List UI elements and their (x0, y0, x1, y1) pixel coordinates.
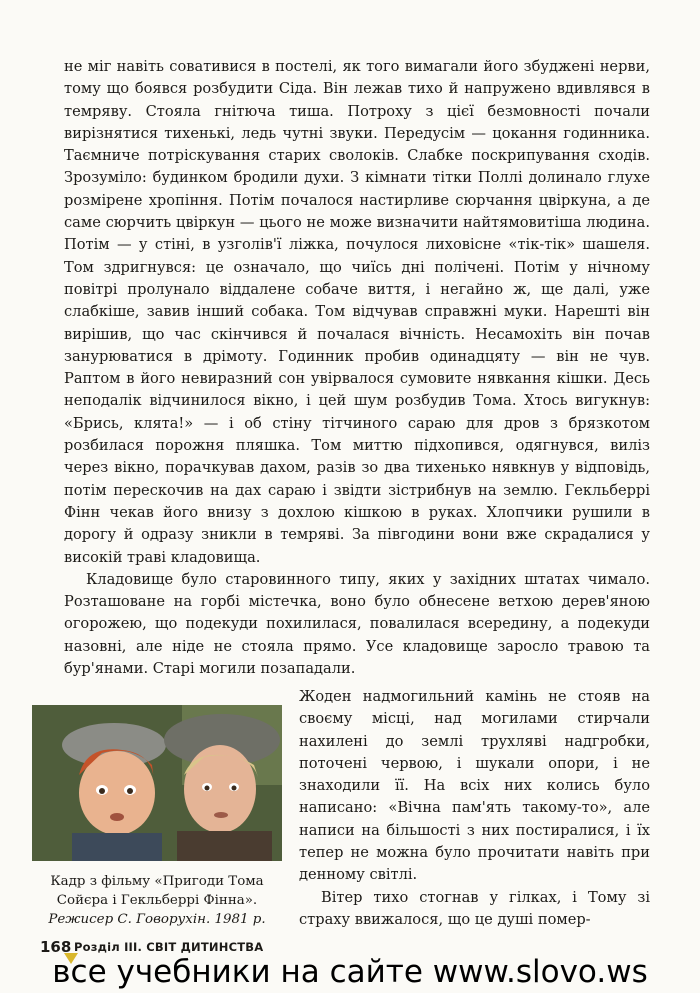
caption-credit: Режисер С. Говорухін. 1981 р. (48, 912, 266, 927)
section-title: Розділ III. СВІТ ДИТИНСТВА (74, 940, 264, 954)
photo-caption (32, 872, 282, 929)
page-number: 168 (40, 938, 72, 956)
lower-text-column (299, 686, 650, 931)
watermark-banner: все учебники на сайте www.slovo.ws (52, 954, 648, 990)
caption-text: Кадр з фільму «Пригоди Тома Сойєра і Гекльберрі Фінна». (50, 874, 264, 908)
main-text-column (64, 56, 650, 680)
film-still-photo (32, 705, 282, 861)
film-still-illustration (32, 705, 282, 861)
paragraph-3: Жоден надмогильний камінь не стояв на своєму місці, над могилами стирчали нахилені до землі трухляві надгробки, поточені червою, і шукали опори, і не знаходили її. На всіх них колись було написано: «Вічна пам'ять такому-то», але написи на більшості з них постиралися, і їх тепер не можна було прочитати навіть при денному світлі. (299, 688, 650, 884)
paragraph-4: Вітер тихо стогнав у гілках, і Тому зі страху ввижалося, що це душі помер- (299, 888, 650, 928)
paragraph-1: не міг навіть совативися в постелі, як того вимагали його збуджені нерви, тому що боявся розбудити Сіда. Він лежав тихо й напружено вдивлявся в темряву. Стояла гнітюча тиша. Потроху з цієї безмовності почали вирізнятися тихенькі, ледь чутні звуки. Передусім — цокання годинника. Таємниче потріскування старих сволоків. Слабке поскрипування сходів. Зрозуміло: будинком бродили духи. З кімнати тітки Поллі долинало глухе розмірене хропіння. Потім почалося настирливе сюрчання цвіркуна, а де саме сюрчить цвіркун — цього не може визначити найтямовитіша людина. Потім — у стіні, в узголів'ї ліжка, почулося лиховісне «тік-тік» шашеля. Том здригнувся: це означало, що чиїсь дні полічені. Потім у нічному повітрі пролунало віддалене собаче виття, і негайно ж, ще далі, уже слабкіше, завив інший собака. Том відчував справжні муки. Нарешті він вирішив, що час скінчився й почалася вічність. Несамохіть він почав занурюватися в дрімоту. Годинник пробив одинадцяту — він не чув. Раптом в його невиразний сон увірвалося сумовите нявкання кішки. Десь неподалік відчинилося вікно, і цей шум розбудив Тома. Хтось вигукнув: «Брись, клята!» — і об стіну тітчиного сараю для дров з брязкотом розбилася порожня пляшка. Том миттю підхопився, одягнувся, виліз через вікно, порачкував дахом, разів зо два тихенько нявкнув у відповідь, потім перескочив на дах сараю і звідти зістрибнув на землю. Гекльберрі Фінн чекав його внизу з дохлою кішкою в руках. Хлопчики рушили в дорогу й одразу зникли в темряві. За півгодини вони вже скрадалися у високій траві кладовища. (64, 58, 650, 566)
paragraph-2: Кладовище було старовинного типу, яких у західних штатах чимало. Розташоване на горбі містечка, воно було обнесене ветхою дерев'яною огорожею, що подекуди похилилася, повалилася всередину, а подекуди назовні, але ніде не стояла прямо. Усе кладовище заросло травою та бур'янами. Старі могили позападали. (64, 570, 650, 678)
